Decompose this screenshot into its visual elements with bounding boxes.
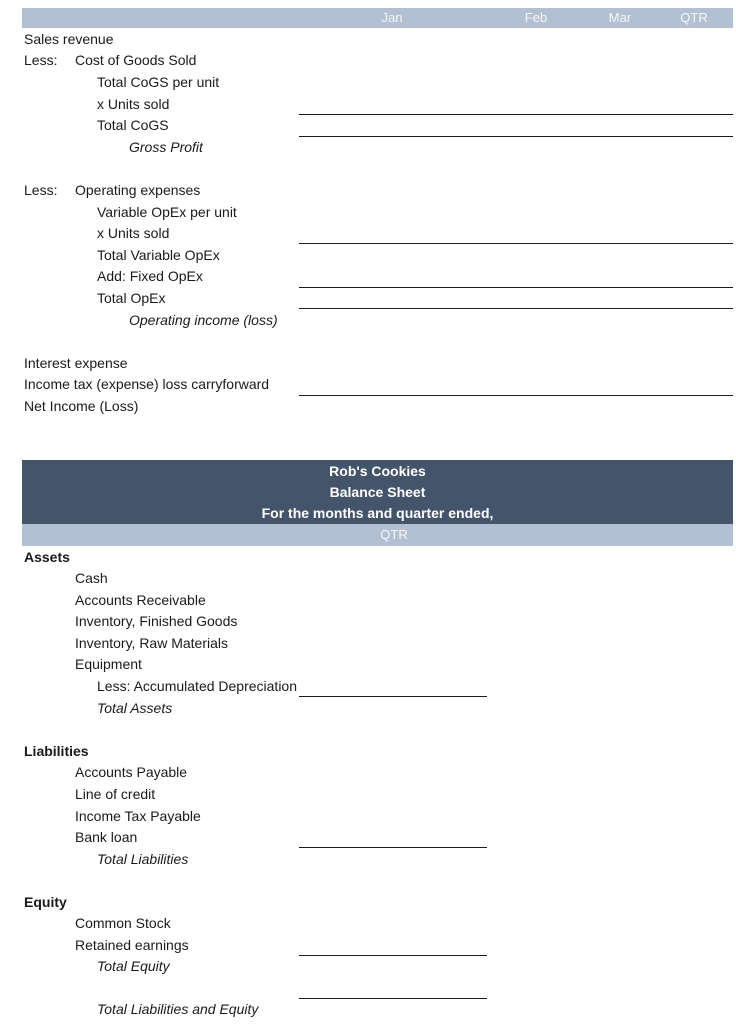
underline-total-opex [299, 308, 733, 309]
income-tax-label: Income tax (expense) loss carryforward [24, 376, 270, 392]
units-sold-label-2: x Units sold [97, 225, 170, 241]
cogs-per-unit-label: Total CoGS per unit [97, 74, 220, 90]
underline-fixed-opex [299, 287, 733, 288]
underline-total-cogs [299, 136, 733, 137]
total-var-opex-label: Total Variable OpEx [97, 247, 220, 263]
var-opex-unit-label: Variable OpEx per unit [97, 204, 237, 220]
asset-inventory-finished: Inventory, Finished Goods [75, 613, 238, 629]
balance-column-bar [22, 524, 733, 546]
equity-heading: Equity [24, 894, 67, 910]
statement-title: Balance Sheet [329, 484, 426, 500]
underline-accum-dep [299, 696, 487, 697]
liabilities-heading: Liabilities [24, 743, 89, 759]
equity-common-stock: Common Stock [75, 915, 171, 931]
less-label: Less: [24, 52, 58, 68]
total-opex-label: Total OpEx [97, 290, 166, 306]
net-income-label: Net Income (Loss) [24, 398, 139, 414]
total-assets-label: Total Assets [97, 700, 173, 716]
interest-expense-label: Interest expense [24, 355, 128, 371]
company-name: Rob's Cookies [329, 463, 426, 479]
asset-accounts-receivable: Accounts Receivable [75, 592, 206, 608]
opex-label: Operating expenses [75, 182, 201, 198]
cogs-label: Cost of Goods Sold [75, 52, 197, 68]
underline-retained-earnings [299, 955, 487, 956]
asset-equipment: Equipment [75, 656, 142, 672]
income-header-bar [22, 8, 733, 28]
underline-total-liab-equity [299, 998, 487, 999]
underline-units-sold [299, 114, 733, 115]
operating-income-label: Operating income (loss) [129, 312, 278, 328]
gross-profit-label: Gross Profit [129, 139, 203, 155]
underline-income-tax [299, 395, 733, 396]
asset-inventory-raw: Inventory, Raw Materials [75, 635, 229, 651]
total-equity-label: Total Equity [97, 958, 170, 974]
total-cogs-label: Total CoGS [97, 117, 169, 133]
col-header-mar: Mar [608, 10, 632, 25]
underline-units-sold-2 [299, 243, 733, 244]
fixed-opex-label: Add: Fixed OpEx [97, 268, 203, 284]
period-label: For the months and quarter ended, [261, 505, 494, 521]
liability-income-tax-payable: Income Tax Payable [75, 808, 201, 824]
total-liabilities-label: Total Liabilities [97, 851, 189, 867]
less-label-2: Less: [24, 182, 58, 198]
liability-line-of-credit: Line of credit [75, 786, 156, 802]
liability-accounts-payable: Accounts Payable [75, 764, 188, 780]
col-header-feb: Feb [524, 10, 548, 25]
equity-retained-earnings: Retained earnings [75, 937, 189, 953]
balance-header-bar [22, 460, 733, 524]
sales-revenue-label: Sales revenue [24, 31, 114, 47]
asset-cash: Cash [75, 570, 108, 586]
col-header-qtr-balance: QTR [380, 527, 408, 542]
col-header-jan: Jan [381, 10, 403, 25]
underline-bank-loan [299, 847, 487, 848]
col-header-qtr: QTR [680, 10, 708, 25]
units-sold-label: x Units sold [97, 96, 170, 112]
accumulated-depreciation-label: Less: Accumulated Depreciation [97, 678, 297, 694]
assets-heading: Assets [24, 549, 70, 565]
total-liabilities-equity-label: Total Liabilities and Equity [97, 1001, 259, 1017]
liability-bank-loan: Bank loan [75, 829, 138, 845]
